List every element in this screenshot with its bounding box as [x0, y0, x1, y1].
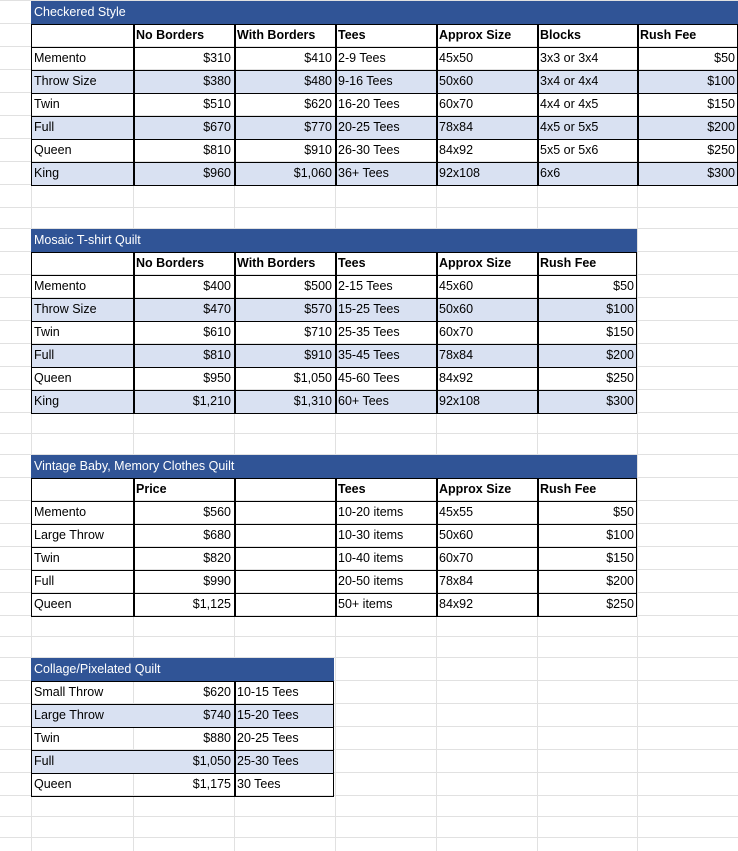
- table-cell[interactable]: $250: [606, 371, 634, 385]
- table-cell[interactable]: [234, 593, 335, 616]
- table-cell[interactable]: $680: [203, 528, 231, 542]
- table-cell[interactable]: Twin: [34, 325, 60, 339]
- table-cell[interactable]: $810: [203, 348, 231, 362]
- table-cell[interactable]: $150: [606, 325, 634, 339]
- table-cell[interactable]: $50: [613, 279, 634, 293]
- table-cell[interactable]: $620: [203, 685, 231, 699]
- table-cell[interactable]: 25-35 Tees: [338, 325, 400, 339]
- table-cell[interactable]: $910: [304, 143, 332, 157]
- table-cell[interactable]: 10-15 Tees: [237, 685, 299, 699]
- header-no-borders[interactable]: No Borders: [136, 256, 205, 270]
- table-cell[interactable]: 50+ items: [338, 597, 393, 611]
- table-title-vintage-baby[interactable]: Vintage Baby, Memory Clothes Quilt: [31, 455, 637, 478]
- table-cell[interactable]: $880: [203, 731, 231, 745]
- table-cell[interactable]: $1,310: [293, 394, 332, 408]
- table-cell[interactable]: 25-30 Tees: [237, 754, 299, 768]
- table-cell[interactable]: 78x84: [439, 574, 474, 588]
- header-with-borders[interactable]: With Borders: [237, 256, 316, 270]
- table-cell[interactable]: 3x4 or 4x4: [540, 74, 599, 88]
- table-cell[interactable]: Full: [34, 120, 55, 134]
- table-cell[interactable]: $770: [304, 120, 332, 134]
- table-cell[interactable]: Queen: [34, 371, 72, 385]
- table-cell[interactable]: 15-20 Tees: [237, 708, 299, 722]
- table-cell[interactable]: 84x92: [439, 143, 474, 157]
- table-cell[interactable]: $400: [203, 279, 231, 293]
- table-cell[interactable]: [234, 570, 335, 593]
- table-cell[interactable]: $1,210: [192, 394, 231, 408]
- table-cell[interactable]: Throw Size: [34, 302, 97, 316]
- table-cell[interactable]: 60+ Tees: [338, 394, 389, 408]
- table-title-checkered[interactable]: Checkered Style: [31, 1, 738, 24]
- header-tees[interactable]: Tees: [338, 256, 366, 270]
- table-cell[interactable]: $50: [613, 505, 634, 519]
- header-no-borders[interactable]: No Borders: [136, 28, 205, 42]
- table-cell[interactable]: 4x5 or 5x5: [540, 120, 599, 134]
- table-cell[interactable]: 60x70: [439, 551, 474, 565]
- header-tees[interactable]: Tees: [338, 482, 366, 496]
- table-cell[interactable]: 45x50: [439, 51, 474, 65]
- header-rush-fee[interactable]: Rush Fee: [540, 482, 597, 496]
- table-cell[interactable]: Memento: [34, 51, 87, 65]
- table-cell[interactable]: [234, 524, 335, 547]
- table-cell[interactable]: Memento: [34, 279, 87, 293]
- table-cell[interactable]: $510: [203, 97, 231, 111]
- table-cell[interactable]: 50x60: [439, 528, 474, 542]
- table-cell[interactable]: 2-15 Tees: [338, 279, 393, 293]
- table-cell[interactable]: Queen: [34, 597, 72, 611]
- header-tees[interactable]: Tees: [338, 28, 366, 42]
- table-cell[interactable]: Twin: [34, 731, 60, 745]
- table-cell[interactable]: 36+ Tees: [338, 166, 389, 180]
- table-cell[interactable]: $620: [304, 97, 332, 111]
- table-cell[interactable]: $200: [606, 574, 634, 588]
- table-cell[interactable]: 30 Tees: [237, 777, 281, 791]
- table-cell[interactable]: 6x6: [540, 166, 561, 180]
- table-cell[interactable]: 92x108: [439, 166, 481, 180]
- table-cell[interactable]: $150: [707, 97, 735, 111]
- table-cell[interactable]: Full: [34, 754, 55, 768]
- table-title-mosaic[interactable]: Mosaic T-shirt Quilt: [31, 229, 637, 252]
- table-cell[interactable]: 10-40 items: [338, 551, 404, 565]
- table-cell[interactable]: King: [34, 394, 60, 408]
- table-cell[interactable]: $950: [203, 371, 231, 385]
- table-cell[interactable]: Full: [34, 348, 55, 362]
- table-cell[interactable]: 20-25 Tees: [338, 120, 400, 134]
- table-cell[interactable]: Queen: [34, 143, 72, 157]
- table-cell[interactable]: $50: [714, 51, 735, 65]
- header-approx-size[interactable]: Approx Size: [439, 482, 512, 496]
- table-cell[interactable]: $670: [203, 120, 231, 134]
- table-cell[interactable]: 15-25 Tees: [338, 302, 400, 316]
- table-cell[interactable]: [234, 547, 335, 570]
- table-cell[interactable]: $1,060: [293, 166, 332, 180]
- table-cell[interactable]: 10-30 items: [338, 528, 404, 542]
- table-cell[interactable]: $200: [606, 348, 634, 362]
- table-cell[interactable]: $410: [304, 51, 332, 65]
- header-price[interactable]: Price: [136, 482, 167, 496]
- table-cell[interactable]: $710: [304, 325, 332, 339]
- header-rush-fee[interactable]: Rush Fee: [540, 256, 597, 270]
- table-cell[interactable]: $960: [203, 166, 231, 180]
- table-cell[interactable]: $380: [203, 74, 231, 88]
- table-cell[interactable]: $1,175: [192, 777, 231, 791]
- table-cell[interactable]: $500: [304, 279, 332, 293]
- table-cell[interactable]: Memento: [34, 505, 87, 519]
- table-cell[interactable]: Queen: [34, 777, 72, 791]
- table-cell[interactable]: 60x70: [439, 97, 474, 111]
- table-cell[interactable]: $1,125: [192, 597, 231, 611]
- table-cell[interactable]: Twin: [34, 97, 60, 111]
- table-cell[interactable]: $740: [203, 708, 231, 722]
- header-blocks[interactable]: Blocks: [540, 28, 581, 42]
- table-cell[interactable]: 78x84: [439, 120, 474, 134]
- table-cell[interactable]: 5x5 or 5x6: [540, 143, 599, 157]
- table-cell[interactable]: $990: [203, 574, 231, 588]
- table-cell[interactable]: $1,050: [293, 371, 332, 385]
- table-cell[interactable]: $250: [707, 143, 735, 157]
- table-cell[interactable]: 45x55: [439, 505, 474, 519]
- table-cell[interactable]: Small Throw: [34, 685, 104, 699]
- table-cell[interactable]: $200: [707, 120, 735, 134]
- table-cell[interactable]: Large Throw: [34, 708, 104, 722]
- table-cell[interactable]: 92x108: [439, 394, 481, 408]
- header-approx-size[interactable]: Approx Size: [439, 256, 512, 270]
- table-cell[interactable]: 3x3 or 3x4: [540, 51, 599, 65]
- table-cell[interactable]: Full: [34, 574, 55, 588]
- table-cell[interactable]: 35-45 Tees: [338, 348, 400, 362]
- table-cell[interactable]: 84x92: [439, 597, 474, 611]
- table-title-collage[interactable]: Collage/Pixelated Quilt: [31, 658, 334, 681]
- table-cell[interactable]: $250: [606, 597, 634, 611]
- table-cell[interactable]: $300: [606, 394, 634, 408]
- table-cell[interactable]: $310: [203, 51, 231, 65]
- table-cell[interactable]: $480: [304, 74, 332, 88]
- table-cell[interactable]: Large Throw: [34, 528, 104, 542]
- header-approx-size[interactable]: Approx Size: [439, 28, 512, 42]
- table-cell[interactable]: 4x4 or 4x5: [540, 97, 599, 111]
- table-cell[interactable]: 50x60: [439, 74, 474, 88]
- table-cell[interactable]: 20-25 Tees: [237, 731, 299, 745]
- table-cell[interactable]: $150: [606, 551, 634, 565]
- table-cell[interactable]: [234, 501, 335, 524]
- table-cell[interactable]: 2-9 Tees: [338, 51, 386, 65]
- table-cell[interactable]: 78x84: [439, 348, 474, 362]
- table-cell[interactable]: $100: [606, 528, 634, 542]
- table-cell[interactable]: Throw Size: [34, 74, 97, 88]
- table-cell[interactable]: 45-60 Tees: [338, 371, 400, 385]
- table-cell[interactable]: $300: [707, 166, 735, 180]
- table-cell[interactable]: 20-50 items: [338, 574, 404, 588]
- table-cell[interactable]: $570: [304, 302, 332, 316]
- table-cell[interactable]: 50x60: [439, 302, 474, 316]
- table-cell[interactable]: 84x92: [439, 371, 474, 385]
- table-cell[interactable]: $100: [707, 74, 735, 88]
- table-cell[interactable]: $820: [203, 551, 231, 565]
- table-cell[interactable]: $910: [304, 348, 332, 362]
- table-cell[interactable]: 10-20 items: [338, 505, 404, 519]
- table-cell[interactable]: 60x70: [439, 325, 474, 339]
- table-cell[interactable]: 26-30 Tees: [338, 143, 400, 157]
- header-rush-fee[interactable]: Rush Fee: [640, 28, 697, 42]
- table-cell[interactable]: $470: [203, 302, 231, 316]
- table-cell[interactable]: 9-16 Tees: [338, 74, 393, 88]
- table-cell[interactable]: 45x60: [439, 279, 474, 293]
- table-cell[interactable]: $100: [606, 302, 634, 316]
- table-cell[interactable]: $1,050: [192, 754, 231, 768]
- header-with-borders[interactable]: With Borders: [237, 28, 316, 42]
- table-cell[interactable]: Twin: [34, 551, 60, 565]
- table-cell[interactable]: $610: [203, 325, 231, 339]
- table-cell[interactable]: $810: [203, 143, 231, 157]
- table-cell[interactable]: 16-20 Tees: [338, 97, 400, 111]
- table-cell[interactable]: $560: [203, 505, 231, 519]
- table-cell[interactable]: King: [34, 166, 60, 180]
